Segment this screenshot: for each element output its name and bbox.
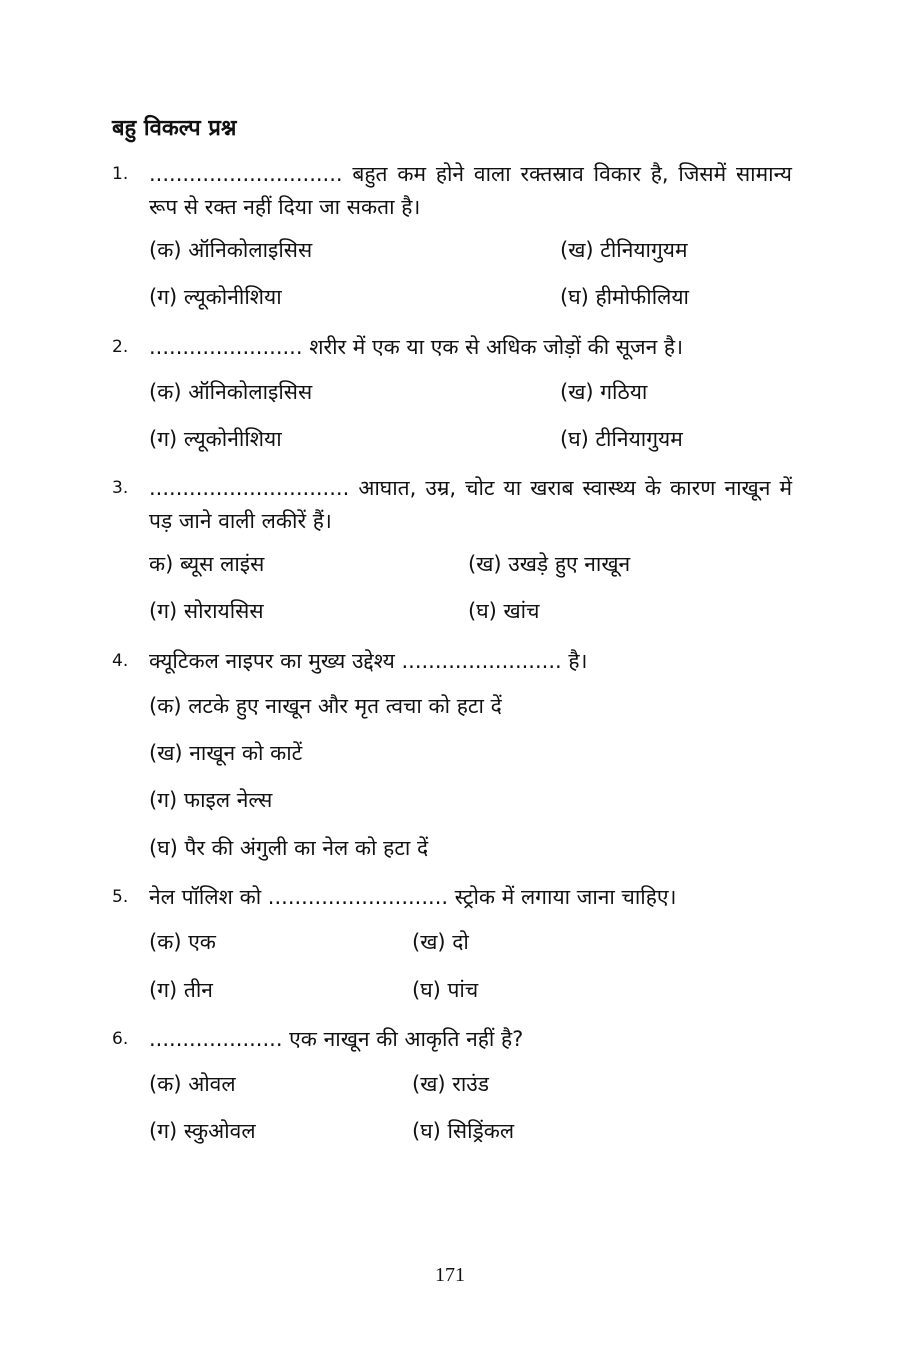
option-6-gha: (घ) सिड्रिंकल [412,1119,515,1143]
option-3-ka: क) ब्यूस लाइंस [149,552,265,576]
question-6 [112,1023,792,1056]
option-4-ka: (क) लटके हुए नाखून और मृत त्वचा को हटा दें [149,694,502,718]
section-heading: बहु विकल्प प्रश्न [112,116,237,141]
question-text: ....................... शरीर में एक या एक से अधिक जोड़ों की सूजन है। [149,335,684,359]
question-2 [112,331,792,364]
option-2-ga: (ग) ल्यूकोनीशिया [149,427,282,451]
option-2-ka: (क) ऑनिकोलाइसिस [149,380,313,404]
question-text: .............................. आघात, उम्र, चोट या खराब स्वास्थ्य के कारण नाखून में पड़ जाने वाली लकीरें हैं। [149,476,792,533]
question-text: .................... एक नाखून की आकृति नहीं है? [149,1027,524,1051]
question-number: 5. [112,887,129,907]
option-6-ka: (क) ओवल [149,1072,236,1096]
question-1 [112,158,792,224]
question-number: 1. [112,164,129,184]
question-number: 3. [112,478,129,498]
option-1-gha: (घ) हीमोफीलिया [560,285,689,309]
option-3-gha: (घ) खांच [468,599,540,623]
question-text: नेल पॉलिश को ........................... स्ट्रोक में लगाया जाना चाहिए। [149,885,677,909]
question-number: 4. [112,651,129,671]
option-4-gha: (घ) पैर की अंगुली का नेल को हटा दें [149,836,429,860]
option-3-kha: (ख) उखड़े हुए नाखून [468,552,631,576]
option-5-gha: (घ) पांच [412,978,479,1002]
option-1-kha: (ख) टीनियागुयम [560,238,688,262]
question-number: 2. [112,337,129,357]
option-6-kha: (ख) राउंड [412,1072,490,1096]
option-4-kha: (ख) नाखून को काटें [149,741,303,765]
option-5-ga: (ग) तीन [149,978,213,1002]
question-4 [112,645,792,678]
question-text: क्यूटिकल नाइपर का मुख्य उद्देश्य ........................ है। [149,649,588,673]
option-1-ka: (क) ऑनिकोलाइसिस [149,238,313,262]
option-3-ga: (ग) सोरायसिस [149,599,264,623]
option-6-ga: (ग) स्कुओवल [149,1119,256,1143]
option-5-ka: (क) एक [149,930,216,954]
question-number: 6. [112,1029,129,1049]
question-3 [112,472,792,538]
option-5-kha: (ख) दो [412,930,469,954]
option-2-kha: (ख) गठिया [560,380,648,404]
question-text: ............................. बहुत कम होने वाला रक्तस्राव विकार है, जिसमें सामान्य रूप से रक्त नहीं दिया जा सकता है। [149,162,792,219]
option-4-ga: (ग) फाइल नेल्स [149,788,273,812]
option-2-gha: (घ) टीनियागुयम [560,427,683,451]
question-5 [112,881,792,914]
option-1-ga: (ग) ल्यूकोनीशिया [149,285,282,309]
page-number: 171 [435,1264,465,1286]
